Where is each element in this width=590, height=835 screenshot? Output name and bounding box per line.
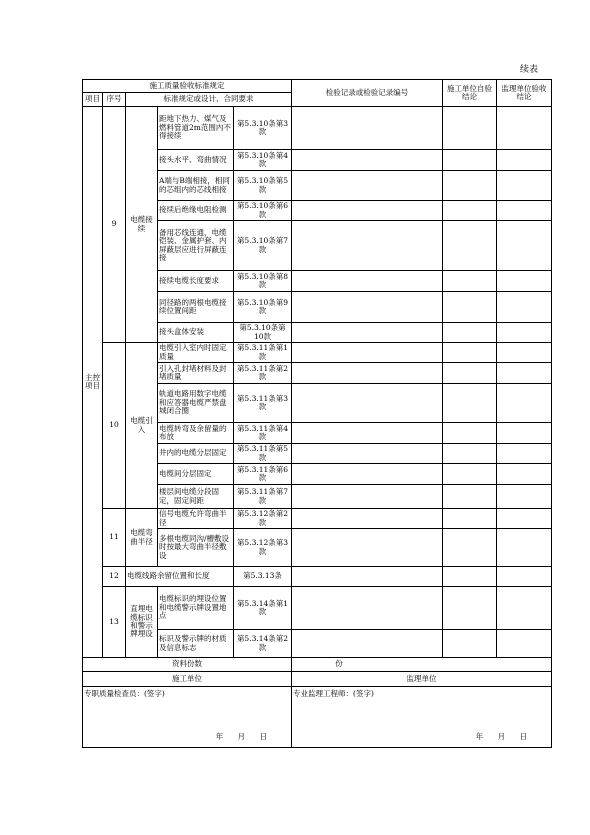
- contractor-result-cell[interactable]: [443, 444, 497, 464]
- supervisor-result-cell[interactable]: [497, 529, 552, 567]
- supervisor-result-cell[interactable]: [497, 587, 552, 630]
- record-cell[interactable]: [292, 567, 443, 587]
- requirement-desc-cell: 电缆引入室内时固定质量: [158, 343, 234, 363]
- table-row: [83, 343, 552, 363]
- supervisor-result-cell[interactable]: [497, 423, 552, 444]
- supervisor-result-cell[interactable]: [497, 509, 552, 529]
- clause-cell: 第5.3.10条第7款: [234, 221, 292, 271]
- requirement-desc-cell: 距地下热力、煤气及燃料管道2m范围内不得接续: [158, 107, 234, 150]
- supervisor-result-cell[interactable]: [497, 630, 552, 658]
- requirement-desc-cell: 轨道电路用数字电缆和应答器电缆严禁盘城闭合圈: [158, 384, 234, 423]
- group-name-cell: 电缆引入: [126, 343, 158, 509]
- clause-cell: 第5.3.10条第3款: [234, 107, 292, 150]
- seq-cell: 12: [103, 567, 126, 587]
- seq-cell: 10: [103, 343, 126, 509]
- month-text: 月: [497, 731, 506, 741]
- requirement-desc-cell: 电缆转弯及余留量的布放: [158, 423, 234, 444]
- inspection-table: [82, 79, 552, 748]
- requirement-desc-cell: 电缆标识的埋设位置和电缆警示牌设置地点: [158, 587, 234, 630]
- supervisor-result-cell[interactable]: [497, 384, 552, 423]
- group-name-cell: 电缆弯曲半径: [126, 509, 158, 567]
- clause-cell: 第5.3.14条第1款: [234, 587, 292, 630]
- clause-cell: 第5.3.10条第6款: [234, 201, 292, 221]
- supervisor-result-cell[interactable]: [497, 171, 552, 201]
- requirement-desc-cell: 接续电缆长度要求: [158, 271, 234, 292]
- contractor-result-cell[interactable]: [443, 529, 497, 567]
- contractor-result-cell[interactable]: [443, 292, 497, 323]
- standard-header: 施工质量验收标准规定: [83, 80, 292, 93]
- requirement-desc-cell: A端与B端相接，相同的芯组内的芯线相接: [158, 171, 234, 201]
- supervisor-label: 监理单位: [292, 672, 552, 687]
- table-row: [83, 509, 552, 529]
- supervisor-result-cell[interactable]: [497, 271, 552, 292]
- requirement-desc-cell: 接头水平、弯曲情况: [158, 150, 234, 171]
- contractor-result-cell[interactable]: [443, 271, 497, 292]
- seq-cell: 13: [103, 587, 126, 658]
- supervisor-result-cell[interactable]: [497, 464, 552, 485]
- contractor-sign-cell: [83, 687, 292, 748]
- record-cell[interactable]: [292, 444, 443, 464]
- doc-count-label: 资料份数: [83, 658, 292, 672]
- group-name-cell: 电缆接续: [126, 107, 158, 343]
- group-name-cell: 直埋电缆标识和警示牌埋设: [126, 587, 158, 658]
- contractor-result-cell[interactable]: [443, 567, 497, 587]
- category-cell: 主控项目: [83, 107, 103, 658]
- contractor-result-cell[interactable]: [443, 423, 497, 444]
- clause-cell: 第5.3.12条第3款: [234, 529, 292, 567]
- contractor-result-cell[interactable]: [443, 323, 497, 343]
- record-cell[interactable]: [292, 423, 443, 444]
- requirement-desc-cell: 多根电缆同沟/槽敷设时按最大弯曲半径敷设: [158, 529, 234, 567]
- table-row: [83, 107, 552, 150]
- supervisor-result-cell[interactable]: [497, 363, 552, 384]
- record-cell[interactable]: [292, 150, 443, 171]
- supervisor-sign-date: [476, 733, 527, 741]
- record-cell[interactable]: [292, 384, 443, 423]
- item-header: 项目: [83, 93, 103, 107]
- contractor-sign-label: 专职质量检查员：(签字): [84, 689, 165, 698]
- requirement-desc-cell: 电缆间分层固定: [158, 464, 234, 485]
- record-cell[interactable]: [292, 221, 443, 271]
- supervisor-result-cell[interactable]: [497, 107, 552, 150]
- requirement-desc-cell: 信号电缆允许弯曲半径: [158, 509, 234, 529]
- supervisor-result-cell[interactable]: [497, 292, 552, 323]
- seq-header: 序号: [103, 93, 126, 107]
- requirement-header: 标准规定或设计、合同要求: [126, 93, 292, 107]
- requirement-desc-cell: 标识及警示牌的材质及信息标志: [158, 630, 234, 658]
- year-text: 年: [475, 731, 484, 741]
- seq-cell: 11: [103, 509, 126, 567]
- record-header: 检验记录或检验记录编号: [292, 80, 443, 107]
- clause-cell: 第5.3.10条第10款: [234, 323, 292, 343]
- contractor-label: 施工单位: [83, 672, 292, 687]
- supervisor-result-cell[interactable]: [497, 221, 552, 271]
- supervisor-result-cell[interactable]: [497, 343, 552, 363]
- table-row: [83, 587, 552, 630]
- clause-cell: 第5.3.11条第6款: [234, 464, 292, 485]
- supervisor-result-header: 监理单位验收结论: [497, 80, 552, 107]
- day-text: 日: [259, 731, 268, 741]
- contractor-result-cell[interactable]: [443, 343, 497, 363]
- requirement-desc-cell: 接续后绝缘电阻检测: [158, 201, 234, 221]
- record-cell[interactable]: [292, 464, 443, 485]
- contractor-result-cell[interactable]: [443, 485, 497, 509]
- contractor-result-cell[interactable]: [443, 630, 497, 658]
- contractor-result-cell[interactable]: [443, 363, 497, 384]
- clause-cell: 第5.3.11条第2款: [234, 363, 292, 384]
- clause-cell: 第5.3.10条第4款: [234, 150, 292, 171]
- record-cell[interactable]: [292, 529, 443, 567]
- month-text: 月: [237, 731, 246, 741]
- supervisor-sign-label: 专业监理工程师：(签字): [293, 689, 374, 698]
- clause-cell: 第5.3.11条第5款: [234, 444, 292, 464]
- group-name-cell: 电缆线路余留位置和长度: [126, 567, 234, 587]
- supervisor-result-cell[interactable]: [497, 485, 552, 509]
- contractor-result-cell[interactable]: [443, 221, 497, 271]
- doc-count-unit-text: 份: [335, 659, 343, 669]
- clause-cell: 第5.3.12条第2款: [234, 509, 292, 529]
- clause-cell: 第5.3.11条第1款: [234, 343, 292, 363]
- supervisor-sign-cell: [292, 687, 552, 748]
- clause-cell: 第5.3.11条第7款: [234, 485, 292, 509]
- table-row: [83, 567, 552, 587]
- clause-cell: 第5.3.10条第5款: [234, 171, 292, 201]
- clause-cell: 第5.3.10条第8款: [234, 271, 292, 292]
- record-cell[interactable]: [292, 587, 443, 630]
- clause-cell: 第5.3.10条第9款: [234, 292, 292, 323]
- record-cell[interactable]: [292, 323, 443, 343]
- contractor-result-cell[interactable]: [443, 587, 497, 630]
- day-text: 日: [519, 731, 528, 741]
- clause-cell: 第5.3.11条第4款: [234, 423, 292, 444]
- requirement-desc-cell: 同径路的两根电缆接续位置间距: [158, 292, 234, 323]
- contractor-result-cell[interactable]: [443, 107, 497, 150]
- contractor-result-header: 施工单位自验结论: [443, 80, 497, 107]
- record-cell[interactable]: [292, 630, 443, 658]
- record-cell[interactable]: [292, 107, 443, 150]
- requirement-desc-cell: 接头盒体安装: [158, 323, 234, 343]
- record-cell[interactable]: [292, 343, 443, 363]
- doc-count-unit: [292, 658, 552, 672]
- clause-cell: 第5.3.14条第2款: [234, 630, 292, 658]
- contractor-result-cell[interactable]: [443, 464, 497, 485]
- seq-cell: 9: [103, 107, 126, 343]
- supervisor-result-cell[interactable]: [497, 150, 552, 171]
- requirement-desc-cell: 楼层间电缆分段固定，固定间距: [158, 485, 234, 509]
- supervisor-result-cell[interactable]: [497, 201, 552, 221]
- clause-cell: 第5.3.13条: [234, 567, 292, 587]
- supervisor-result-cell[interactable]: [497, 444, 552, 464]
- continued-label: 续表: [520, 65, 539, 75]
- record-cell[interactable]: [292, 271, 443, 292]
- record-cell[interactable]: [292, 201, 443, 221]
- requirement-desc-cell: 备用芯线连通，电缆铠装、金属护套、内屏蔽层应进行屏蔽连接: [158, 221, 234, 271]
- year-text: 年: [215, 731, 224, 741]
- contractor-result-cell[interactable]: [443, 171, 497, 201]
- record-cell[interactable]: [292, 292, 443, 323]
- contractor-sign-date: [216, 733, 267, 741]
- contractor-result-cell[interactable]: [443, 384, 497, 423]
- clause-cell: 第5.3.11条第3款: [234, 384, 292, 423]
- supervisor-result-cell[interactable]: [497, 323, 552, 343]
- record-cell[interactable]: [292, 171, 443, 201]
- record-cell[interactable]: [292, 485, 443, 509]
- contractor-result-cell[interactable]: [443, 509, 497, 529]
- supervisor-result-cell[interactable]: [497, 567, 552, 587]
- requirement-desc-cell: 引入孔封堵材料及封堵质量: [158, 363, 234, 384]
- record-cell[interactable]: [292, 363, 443, 384]
- record-cell[interactable]: [292, 509, 443, 529]
- requirement-desc-cell: 井内的电缆分层固定: [158, 444, 234, 464]
- contractor-result-cell[interactable]: [443, 201, 497, 221]
- contractor-result-cell[interactable]: [443, 150, 497, 171]
